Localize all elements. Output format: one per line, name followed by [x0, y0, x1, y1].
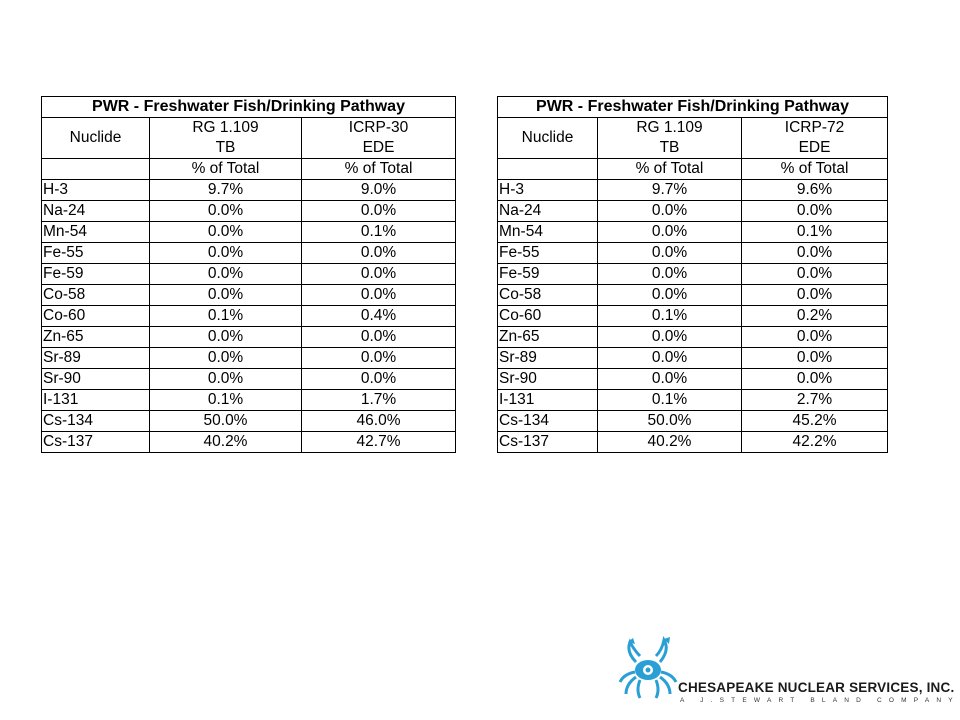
nuclide-cell: Co-58 [498, 285, 598, 306]
nuclide-header: Nuclide [42, 118, 150, 159]
table-row [42, 180, 456, 201]
value-cell-2: 0.0% [742, 348, 888, 369]
nuclide-cell: I-131 [42, 390, 150, 411]
col1-unit: % of Total [150, 159, 302, 180]
table-row [498, 222, 888, 243]
crab-logo-icon [618, 636, 682, 700]
value-cell-1: 0.0% [598, 222, 742, 243]
col1-header-line1: RG 1.109 [598, 118, 742, 139]
table-row [42, 201, 456, 222]
value-cell-1: 40.2% [150, 432, 302, 453]
value-cell-2: 0.4% [302, 306, 456, 327]
nuclide-cell: Co-60 [498, 306, 598, 327]
table-row [42, 222, 456, 243]
table-title: PWR - Freshwater Fish/Drinking Pathway [498, 97, 888, 118]
nuclide-cell: H-3 [498, 180, 598, 201]
table-row [498, 264, 888, 285]
value-cell-2: 0.0% [302, 243, 456, 264]
nuclide-cell: Fe-59 [42, 264, 150, 285]
value-cell-1: 0.0% [150, 348, 302, 369]
value-cell-2: 0.0% [742, 201, 888, 222]
table-icrp30 [41, 96, 456, 453]
company-tagline: A J.STEWART BLAND COMPANY [680, 697, 960, 704]
col2-unit: % of Total [302, 159, 456, 180]
nuclide-cell: Cs-134 [42, 411, 150, 432]
col1-header-line2: TB [598, 138, 742, 159]
value-cell-1: 0.1% [598, 306, 742, 327]
company-name: CHESAPEAKE NUCLEAR SERVICES, INC. [678, 680, 955, 695]
value-cell-1: 0.0% [150, 327, 302, 348]
value-cell-1: 0.1% [150, 306, 302, 327]
table-row [498, 369, 888, 390]
nuclide-cell: Cs-134 [498, 411, 598, 432]
nuclide-cell: Fe-55 [42, 243, 150, 264]
value-cell-1: 40.2% [598, 432, 742, 453]
value-cell-1: 9.7% [150, 180, 302, 201]
table-row [498, 201, 888, 222]
table-row [498, 348, 888, 369]
value-cell-1: 9.7% [598, 180, 742, 201]
table-row [42, 390, 456, 411]
col2-header-line1: ICRP-72 [742, 118, 888, 139]
value-cell-2: 0.0% [302, 369, 456, 390]
nuclide-cell: H-3 [42, 180, 150, 201]
nuclide-cell: Mn-54 [498, 222, 598, 243]
col2-header-line2: EDE [302, 138, 456, 159]
value-cell-2: 0.0% [302, 285, 456, 306]
col2-unit: % of Total [742, 159, 888, 180]
col2-header-line2: EDE [742, 138, 888, 159]
nuclide-cell: Sr-89 [498, 348, 598, 369]
value-cell-2: 2.7% [742, 390, 888, 411]
nuclide-cell: Na-24 [498, 201, 598, 222]
value-cell-1: 0.0% [150, 285, 302, 306]
table-row [498, 327, 888, 348]
table-row [42, 411, 456, 432]
nuclide-cell: Sr-90 [498, 369, 598, 390]
value-cell-2: 0.0% [302, 201, 456, 222]
value-cell-2: 0.0% [742, 285, 888, 306]
nuclide-cell: Sr-90 [42, 369, 150, 390]
table-row [42, 264, 456, 285]
value-cell-1: 0.0% [150, 243, 302, 264]
value-cell-2: 1.7% [302, 390, 456, 411]
nuclide-cell: Fe-55 [498, 243, 598, 264]
nuclide-cell: Cs-137 [42, 432, 150, 453]
table-row [42, 432, 456, 453]
value-cell-2: 0.0% [302, 264, 456, 285]
unit-spacer [42, 159, 150, 180]
table-row [42, 285, 456, 306]
value-cell-2: 0.0% [742, 264, 888, 285]
table-row [498, 306, 888, 327]
nuclide-cell: Co-58 [42, 285, 150, 306]
col1-unit: % of Total [598, 159, 742, 180]
value-cell-1: 50.0% [150, 411, 302, 432]
table-row [498, 180, 888, 201]
nuclide-cell: Zn-65 [42, 327, 150, 348]
nuclide-cell: Co-60 [42, 306, 150, 327]
value-cell-2: 0.0% [302, 327, 456, 348]
value-cell-1: 0.1% [598, 390, 742, 411]
value-cell-1: 0.0% [598, 369, 742, 390]
nuclide-cell: I-131 [498, 390, 598, 411]
unit-spacer [498, 159, 598, 180]
table-row [42, 306, 456, 327]
col1-header-line2: TB [150, 138, 302, 159]
value-cell-2: 9.0% [302, 180, 456, 201]
table-icrp72 [497, 96, 888, 453]
value-cell-2: 46.0% [302, 411, 456, 432]
value-cell-2: 0.0% [742, 369, 888, 390]
value-cell-1: 0.0% [598, 201, 742, 222]
value-cell-2: 0.0% [302, 348, 456, 369]
value-cell-1: 50.0% [598, 411, 742, 432]
value-cell-2: 9.6% [742, 180, 888, 201]
value-cell-1: 0.0% [598, 243, 742, 264]
value-cell-1: 0.0% [598, 327, 742, 348]
value-cell-1: 0.0% [150, 369, 302, 390]
value-cell-1: 0.0% [150, 222, 302, 243]
nuclide-cell: Na-24 [42, 201, 150, 222]
value-cell-1: 0.1% [150, 390, 302, 411]
value-cell-1: 0.0% [150, 264, 302, 285]
nuclide-cell: Cs-137 [498, 432, 598, 453]
col1-header-line1: RG 1.109 [150, 118, 302, 139]
table-row [498, 243, 888, 264]
nuclide-cell: Mn-54 [42, 222, 150, 243]
table-row [42, 369, 456, 390]
table-title: PWR - Freshwater Fish/Drinking Pathway [42, 97, 456, 118]
table-row [42, 348, 456, 369]
table-row [42, 327, 456, 348]
nuclide-header: Nuclide [498, 118, 598, 159]
company-logo [618, 636, 960, 708]
table-row [498, 285, 888, 306]
value-cell-2: 0.0% [742, 243, 888, 264]
nuclide-cell: Sr-89 [42, 348, 150, 369]
value-cell-1: 0.0% [598, 285, 742, 306]
value-cell-2: 42.2% [742, 432, 888, 453]
nuclide-cell: Fe-59 [498, 264, 598, 285]
value-cell-2: 0.0% [742, 327, 888, 348]
col2-header-line1: ICRP-30 [302, 118, 456, 139]
nuclide-cell: Zn-65 [498, 327, 598, 348]
value-cell-2: 0.1% [742, 222, 888, 243]
value-cell-2: 42.7% [302, 432, 456, 453]
value-cell-1: 0.0% [150, 201, 302, 222]
table-row [498, 432, 888, 453]
table-row [498, 411, 888, 432]
value-cell-1: 0.0% [598, 264, 742, 285]
value-cell-2: 45.2% [742, 411, 888, 432]
value-cell-1: 0.0% [598, 348, 742, 369]
table-row [498, 390, 888, 411]
table-row [42, 243, 456, 264]
value-cell-2: 0.1% [302, 222, 456, 243]
value-cell-2: 0.2% [742, 306, 888, 327]
